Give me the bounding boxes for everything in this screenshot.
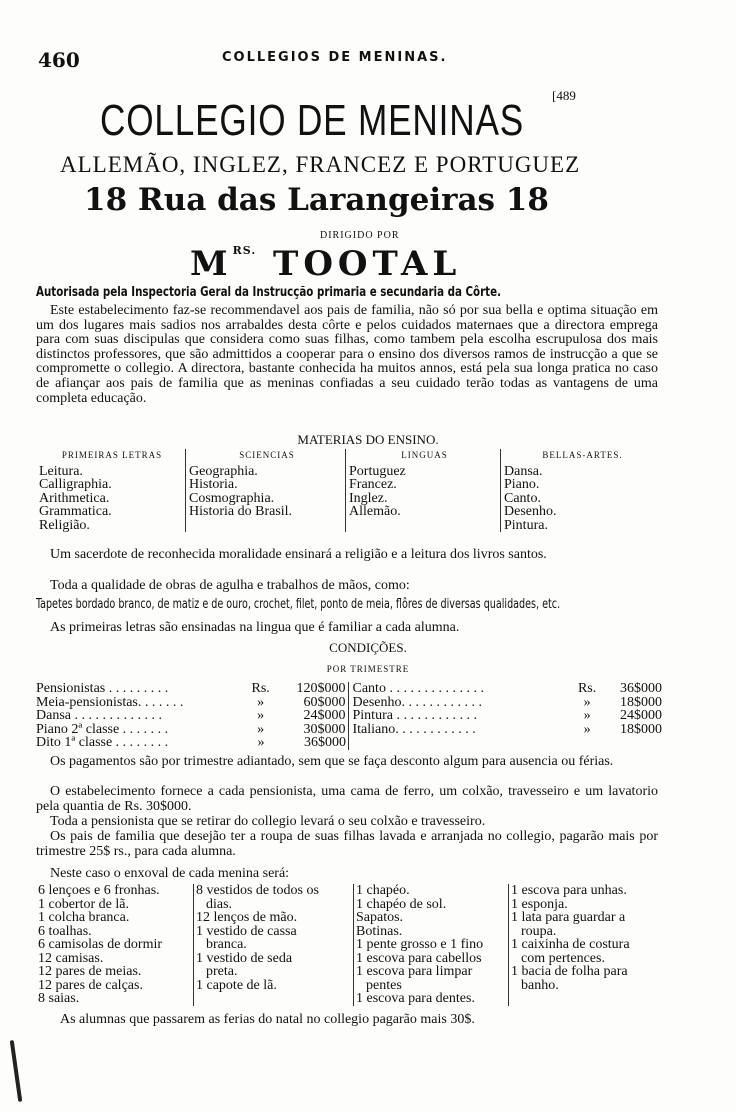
trousseau-item: dias. xyxy=(206,896,233,912)
trousseau-item: 1 vestido de seda xyxy=(196,950,293,966)
trousseau-item: 1 escova para dentes. xyxy=(356,991,475,1006)
intro-paragraph: Este estabelecimento faz-se recommendavel aos pais de familia, não só por sua bella e optima situação em um dos lugares mais sadios nos arrabaldes desta côrte e pelos cuidados maternaes que a directora emprega para com suas discipulas que considera como suas filhas, como tambem pela escolha escrupulosa dos mais distinctos professores, que são admittidos a cooperar para o ensino dos diversos ramos de instrucção a que se compromette o collegio. A directora, bastante conhecida ha muitos annos, está pela sua longa pratica no caso de afiançar aos pais de familia que as meninas confiadas a seu cuidado terão todas as vantagens de uma completa educação. xyxy=(36,303,658,406)
closing-note: As alumnas que passarem as ferias do natal no collegio pagarão mais 30$. xyxy=(60,1012,475,1027)
trousseau-item: pentes xyxy=(366,977,402,993)
column-header: LINGUAS xyxy=(401,450,448,460)
payment-paragraph: Os pagamentos são por trimestre adiantado, sem que se faça desconto algum para ausencia ou férias. xyxy=(50,754,614,769)
subject-item: Arithmetica. xyxy=(39,490,110,506)
religion-note: Um sacerdote de reconhecida moralidade ensinará a religião e a leitura dos livros santos. xyxy=(50,547,547,562)
trousseau-item: 1 caixinha de costura xyxy=(511,937,630,952)
subjects-column xyxy=(36,449,186,532)
trousseau-item: 8 vestidos de todos os xyxy=(196,883,319,898)
page-number: 460 xyxy=(38,48,80,72)
subject-item: Inglez. xyxy=(349,490,388,506)
authorization-line: Autorisada pela Inspectoria Geral da Instrucção primaria e secundaria da Côrte. xyxy=(36,285,501,300)
margin-mark xyxy=(10,1040,23,1102)
subjects-table xyxy=(36,449,662,532)
trousseau-item: 1 lata para guardar a xyxy=(511,910,626,925)
director-name xyxy=(190,244,461,284)
column-header: SCIENCIAS xyxy=(239,450,295,460)
subject-item: Leitura. xyxy=(39,463,83,479)
trousseau-item: 6 toalhas. xyxy=(38,923,92,939)
subject-item: Grammatica. xyxy=(39,504,112,519)
trousseau-column xyxy=(194,884,354,1006)
language-note: As primeiras letras são ensinadas na lingua que é familiar a cada alumna. xyxy=(50,620,460,635)
subject-item: Geographia. xyxy=(189,463,258,479)
fee-row: Meia-pensionistas. . . . . . . » 60$000 Desenho. . . . . . . . . . . . » 18$000 xyxy=(36,694,662,710)
trousseau-item: 1 vestido de cassa xyxy=(196,923,297,939)
trousseau-item: 1 escova para cabellos xyxy=(356,950,482,966)
subject-item: Historia. xyxy=(189,477,238,492)
college-title: COLLEGIO DE MENINAS xyxy=(100,96,525,145)
subject-item: Cosmographia. xyxy=(189,490,275,506)
trousseau-item: 1 chapéo de sol. xyxy=(356,896,447,912)
running-title: COLLEGIOS DE MENINAS. xyxy=(222,50,448,65)
fee-row: Pensionistas . . . . . . . . . Rs. 120$000 Canto . . . . . . . . . . . . . . Rs. 36$000 xyxy=(36,681,662,696)
materias-heading: MATERIAS DO ENSINO. xyxy=(297,432,439,447)
subject-item: Calligraphia. xyxy=(39,477,112,492)
trousseau-item: 1 colcha branca. xyxy=(38,910,130,925)
fee-row: Dansa . . . . . . . . . . . . . » 24$000 Pintura . . . . . . . . . . . . » 24$000 xyxy=(36,708,662,723)
trousseau-item: 6 camisolas de dormir xyxy=(38,937,163,952)
needlework-list: Tapetes bordado branco, de matiz e de ouro, crochet, filet, ponto de meia, flôres de diversas qualidades, etc. xyxy=(36,597,561,612)
director-surname: TOOTAL xyxy=(273,244,462,284)
conditions-heading: CONDIÇÕES. xyxy=(329,640,407,655)
trousseau-column xyxy=(36,884,194,1006)
subject-item: Piano. xyxy=(504,477,540,492)
address-line: 18 Rua das Larangeiras 18 xyxy=(84,182,549,218)
conditions-subheading: POR TRIMESTRE xyxy=(326,664,410,674)
column-header: PRIMEIRAS LETRAS xyxy=(61,450,163,460)
trousseau-item: 1 pente grosso e 1 fino xyxy=(356,937,484,952)
trousseau-item: Botinas. xyxy=(356,923,403,939)
subject-item: Historia do Brasil. xyxy=(189,504,293,519)
languages-line: ALLEMÃO, INGLEZ, FRANCEZ E PORTUGUEZ xyxy=(60,152,581,177)
trousseau-item: banho. xyxy=(521,977,559,993)
trousseau-item: branca. xyxy=(206,937,247,952)
subject-item: Dansa. xyxy=(504,463,543,479)
trousseau-item: Sapatos. xyxy=(356,910,404,925)
trousseau-item: 1 chapéo. xyxy=(356,883,410,898)
subject-item: Desenho. xyxy=(504,504,557,519)
trousseau-heading: Neste caso o enxoval de cada menina será: xyxy=(50,866,290,881)
subject-item: Canto. xyxy=(504,490,541,506)
trousseau-item: 12 pares de meias. xyxy=(38,964,142,979)
furnishing-paragraph: O estabelecimento fornece a cada pensionista, uma cama de ferro, um colxão, travesseiro e um lavatorio pela quantia de Rs. 30$000. xyxy=(36,784,658,814)
trousseau-item: roupa. xyxy=(521,923,557,939)
subject-item: Allemão. xyxy=(349,504,401,519)
trousseau-table xyxy=(36,884,668,1006)
trousseau-item: preta. xyxy=(206,964,238,979)
trousseau-item: 1 bacia de folha para xyxy=(511,964,628,979)
reference-number: [489 xyxy=(552,88,576,103)
trousseau-item: 12 lenços de mão. xyxy=(196,910,298,925)
subject-item: Pintura. xyxy=(504,517,548,533)
fee-row: Piano 2ª classe . . . . . . . » 30$000 Italiano. . . . . . . . . . . . » 18$000 xyxy=(36,721,662,737)
trousseau-column xyxy=(354,884,509,1006)
trousseau-column xyxy=(509,884,668,1006)
trousseau-item: 8 saias. xyxy=(38,991,80,1006)
trousseau-item: 1 capote de lã. xyxy=(196,977,277,993)
subject-item: Portuguez xyxy=(349,463,406,479)
trousseau-item: 1 cobertor de lã. xyxy=(38,896,129,912)
subject-item: Francez. xyxy=(349,477,397,492)
trousseau-item: 1 escova para limpar xyxy=(356,964,473,979)
subjects-column xyxy=(501,449,661,532)
subject-item: Religião. xyxy=(39,517,90,533)
subjects-column xyxy=(346,449,501,532)
trousseau-item: 12 camisas. xyxy=(38,950,104,966)
fee-row: Dito 1ª classe . . . . . . . . » 36$000 xyxy=(36,736,662,750)
trousseau-item: 12 pares de calças. xyxy=(38,977,143,993)
directed-by: DIRIGIDO POR xyxy=(320,230,400,241)
trousseau-item: 1 escova para unhas. xyxy=(511,883,627,898)
laundry-paragraph: Os pais de familia que desejão ter a roupa de suas filhas lavada e arranjada no collegio, pagarão mais por trimestre 25$ rs., para cada alumna. xyxy=(36,829,658,859)
column-header: BELLAS-ARTES. xyxy=(542,450,623,460)
director-prefix: M xyxy=(190,244,233,284)
subjects-column xyxy=(186,449,346,532)
needlework-note: Toda a qualidade de obras de agulha e trabalhos de mãos, como: xyxy=(50,578,410,593)
trousseau-item: 1 esponja. xyxy=(511,896,568,912)
director-sup: RS. xyxy=(232,244,257,257)
mattress-paragraph: Toda a pensionista que se retirar do collegio levará o seu colxão e travesseiro. xyxy=(50,814,486,829)
trousseau-item: 6 lençoes e 6 fronhas. xyxy=(38,883,160,898)
fees-table xyxy=(36,682,662,750)
trousseau-item: com pertences. xyxy=(521,950,605,966)
